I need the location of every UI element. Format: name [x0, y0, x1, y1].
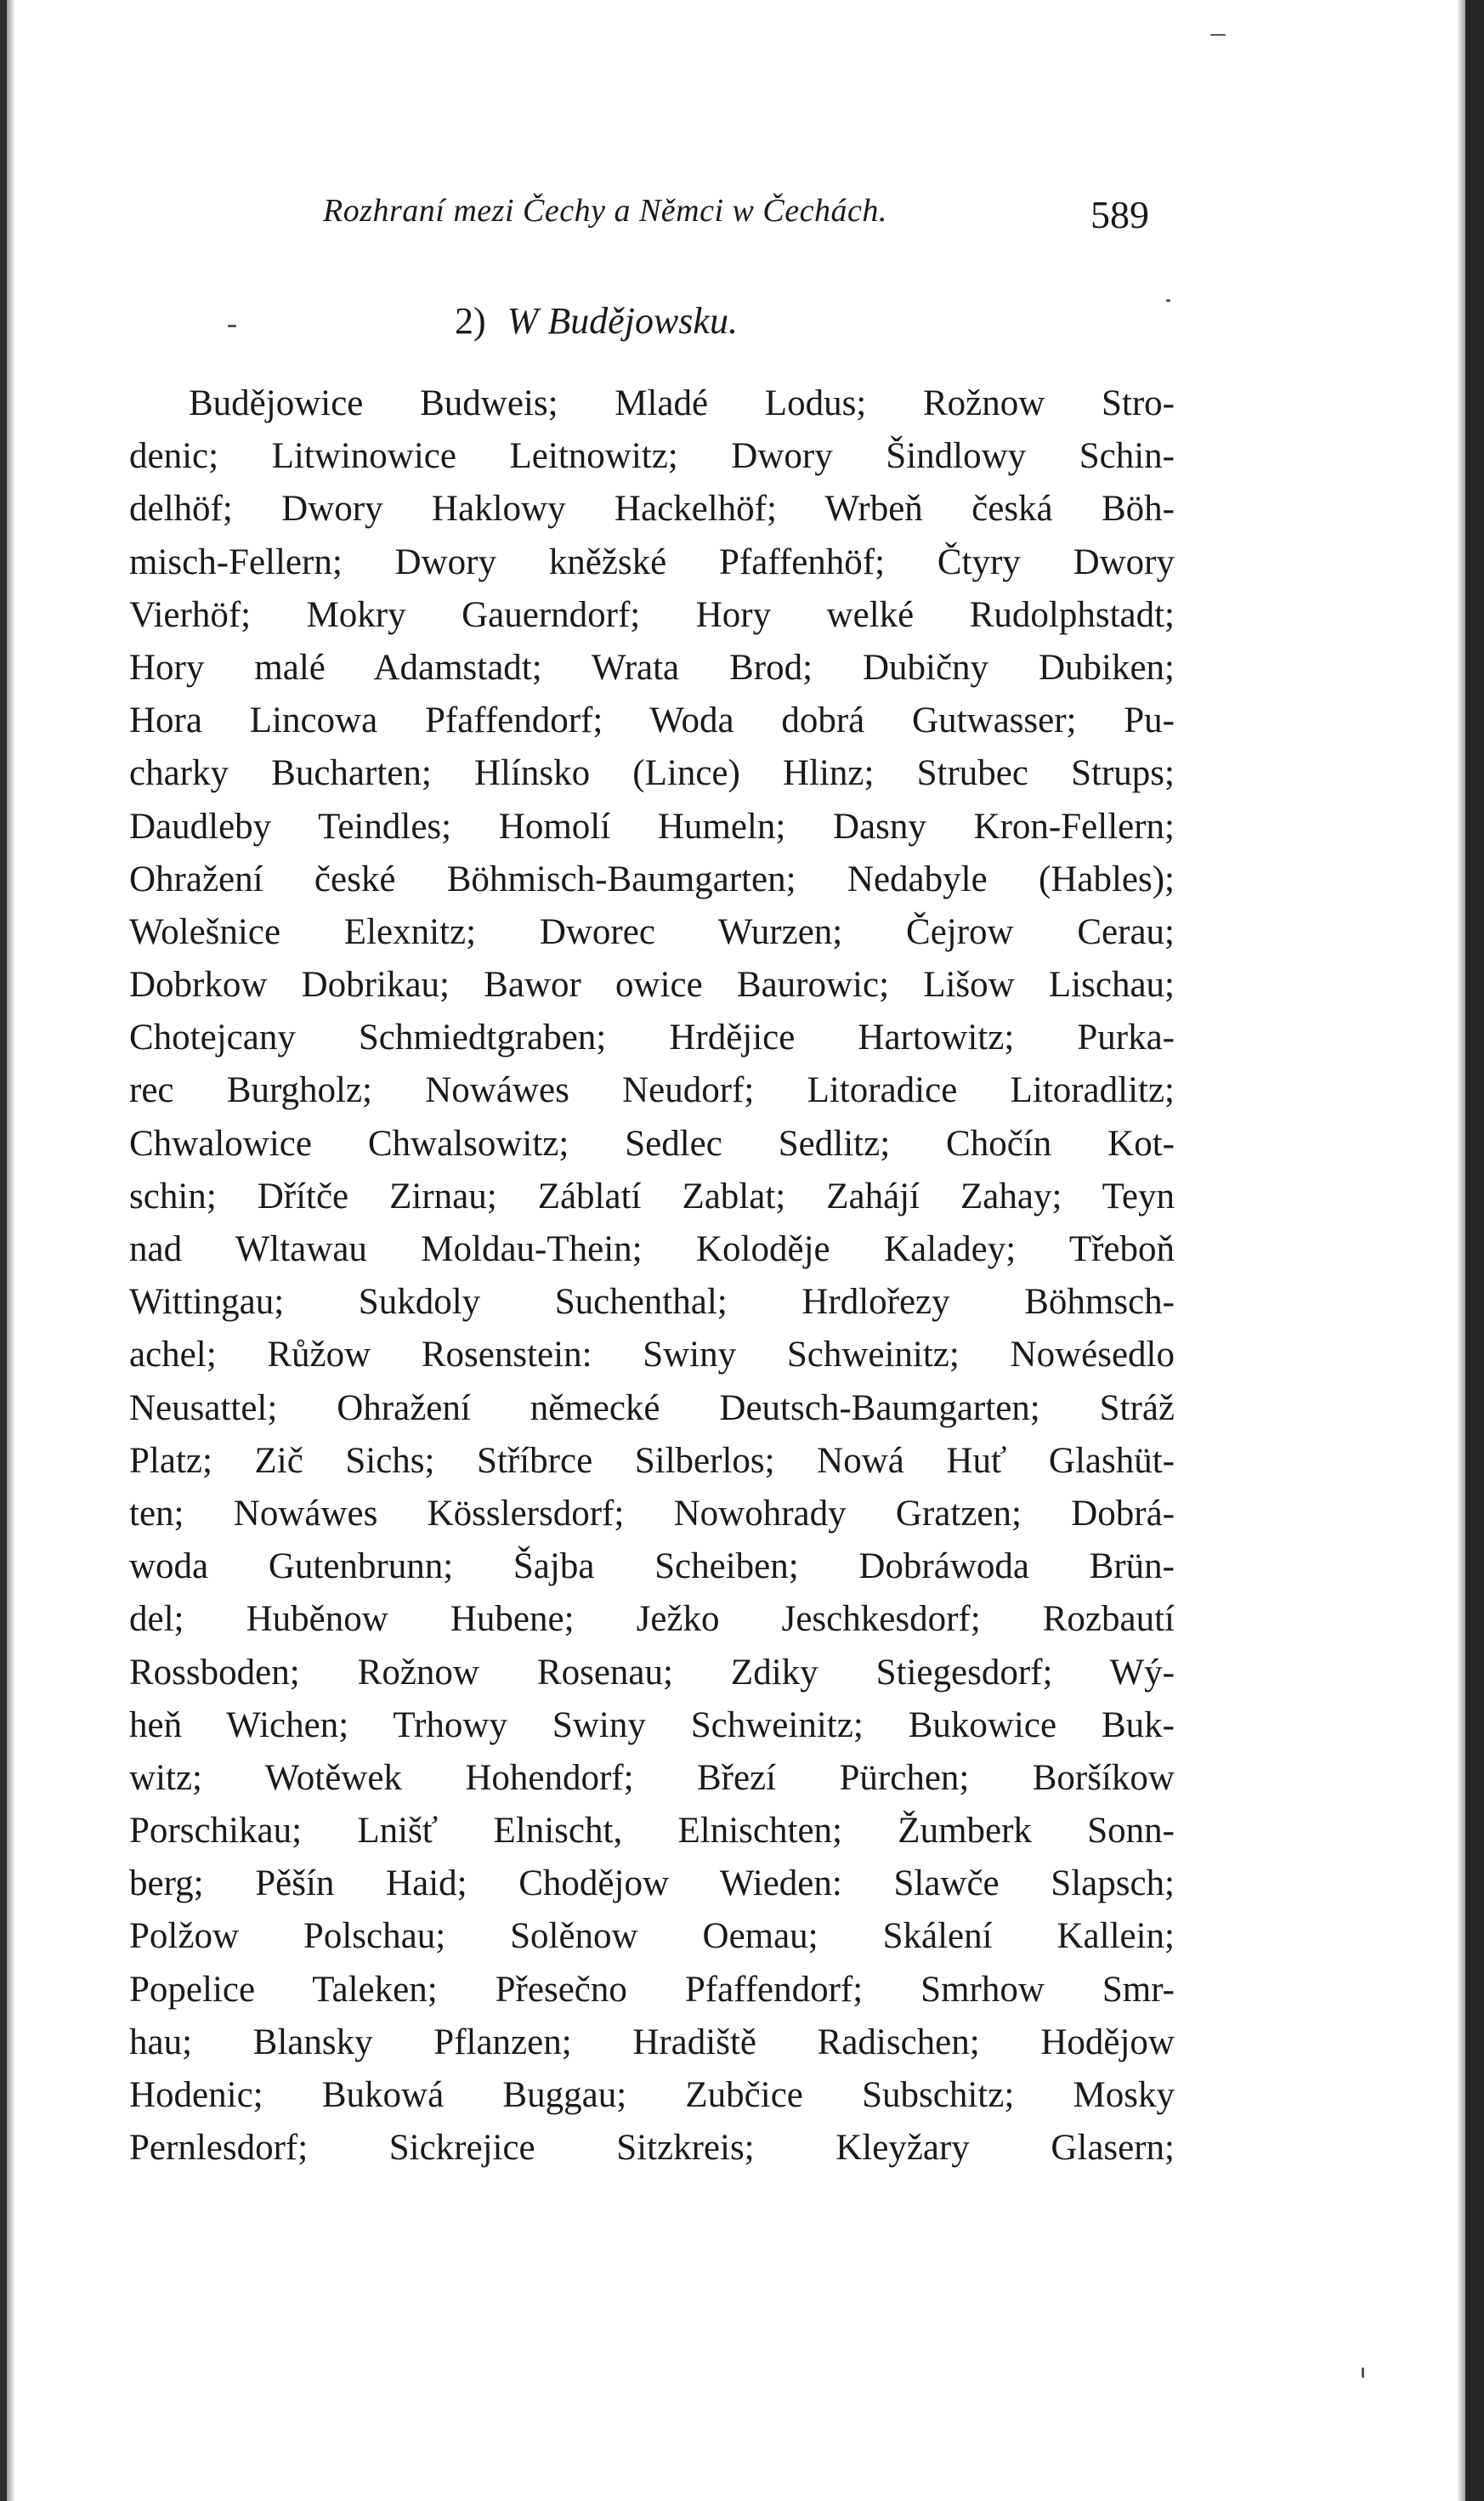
- text-line: denic; Litwinowice Leitnowitz; Dwory Šindlowy Schin-: [129, 436, 1175, 477]
- text-line: achel; Růžow Rosenstein: Swiny Schweinitz; Nowésedlo: [129, 1335, 1175, 1375]
- section-number: 2): [455, 300, 486, 342]
- section-title: W Budějowsku.: [507, 300, 738, 342]
- text-line: Hodenic; Bukowá Buggau; Zubčice Subschitz; Mosky: [129, 2075, 1175, 2115]
- text-line: Hora Lincowa Pfaffendorf; Woda dobrá Gutwasser; Pu-: [129, 700, 1175, 741]
- text-line: Ohražení české Böhmisch-Baumgarten; Nedabyle (Hables);: [129, 859, 1175, 899]
- text-line: Chwalowice Chwalsowitz; Sedlec Sedlitz; Chočín Kot-: [129, 1123, 1175, 1164]
- text-line: del; Huběnow Hubene; Ježko Jeschkesdorf; Rozbautí: [129, 1599, 1175, 1640]
- scan-speck: [1362, 2368, 1364, 2378]
- scan-right-shadow: [1457, 0, 1465, 2501]
- text-line: hau; Blansky Pflanzen; Hradiště Radischen; Hodějow: [129, 2022, 1175, 2062]
- section-heading: [455, 299, 738, 343]
- text-line: Chotejcany Schmiedtgraben; Hrdějice Hartowitz; Purka-: [129, 1018, 1175, 1058]
- text-line: Hory malé Adamstadt; Wrata Brod; Dubičny Dubiken;: [129, 647, 1175, 688]
- body-text: [129, 377, 1175, 2175]
- scan-speck: [1210, 34, 1226, 36]
- scan-speck: [228, 325, 236, 327]
- text-line: berg; Pěšín Haid; Chodějow Wieden: Slawče Slapsch;: [129, 1863, 1175, 1904]
- text-line: Pernlesdorf; Sickrejice Sitzkreis; Kleyžary Glasern;: [129, 2128, 1175, 2169]
- scan-speck: [1166, 299, 1170, 302]
- text-line: Neusattel; Ohražení německé Deutsch-Baumgarten; Stráž: [129, 1387, 1175, 1428]
- text-line: Platz; Zič Sichs; Stříbrce Silberlos; Nowá Huť Glashüt-: [129, 1440, 1175, 1481]
- scan-right-edge: [1465, 0, 1484, 2501]
- text-line: Porschikau; Lnišť Elnischt, Elnischten; Žumberk Sonn-: [129, 1811, 1175, 1852]
- text-line: schin; Dřítče Zirnau; Záblatí Zablat; Zahájí Zahay; Teyn: [129, 1176, 1175, 1216]
- text-line: Polžow Polschau; Solěnow Oemau; Skálení Kallein;: [129, 1916, 1175, 1957]
- text-line: Dobrkow Dobrikau; Bawor owice Baurowic; Lišow Lischau;: [129, 965, 1175, 1006]
- text-line: heň Wichen; Trhowy Swiny Schweinitz; Bukowice Buk-: [129, 1704, 1175, 1745]
- text-line: nad Wltawau Moldau-Thein; Koloděje Kaladey; Třeboň: [129, 1229, 1175, 1269]
- text-line: witz; Wotěwek Hohendorf; Březí Pürchen; Boršíkow: [129, 1757, 1175, 1798]
- text-line: Popelice Taleken; Přesečno Pfaffendorf; Smrhow Smr-: [129, 1969, 1175, 2010]
- text-line: Daudleby Teindles; Homolí Humeln; Dasny Kron-Fellern;: [129, 806, 1175, 847]
- text-line: ten; Nowáwes Kösslersdorf; Nowohrady Gratzen; Dobrá-: [129, 1493, 1175, 1534]
- text-line: charky Bucharten; Hlínsko (Lince) Hlinz; Strubec Strups;: [129, 753, 1175, 794]
- text-line: Wittingau; Sukdoly Suchenthal; Hrdlořezy Böhmsch-: [129, 1282, 1175, 1323]
- scan-left-edge: [0, 0, 7, 2501]
- page-number: 589: [1090, 193, 1149, 236]
- text-line: misch-Fellern; Dwory kněžské Pfaffenhöf; Čtyry Dwory: [129, 542, 1175, 582]
- text-line: delhöf; Dwory Haklowy Hackelhöf; Wrbeň česká Böh-: [129, 489, 1175, 530]
- text-line: woda Gutenbrunn; Šajba Scheiben; Dobráwoda Brün-: [129, 1546, 1175, 1587]
- text-line: Wolešnice Elexnitz; Dworec Wurzen; Čejrow Cerau;: [129, 911, 1175, 952]
- running-head: Rozhraní mezi Čechy a Němci w Čechách.: [323, 193, 887, 229]
- text-line: rec Burgholz; Nowáwes Neudorf; Litoradice Litoradlitz;: [129, 1070, 1175, 1111]
- scan-left-shadow: [7, 0, 15, 2501]
- text-line: Budějowice Budweis; Mladé Lodus; Rožnow Stro-: [189, 383, 1175, 423]
- text-line: Rossboden; Rožnow Rosenau; Zdiky Stiegesdorf; Wý-: [129, 1652, 1175, 1693]
- text-line: Vierhöf; Mokry Gauerndorf; Hory welké Rudolphstadt;: [129, 594, 1175, 635]
